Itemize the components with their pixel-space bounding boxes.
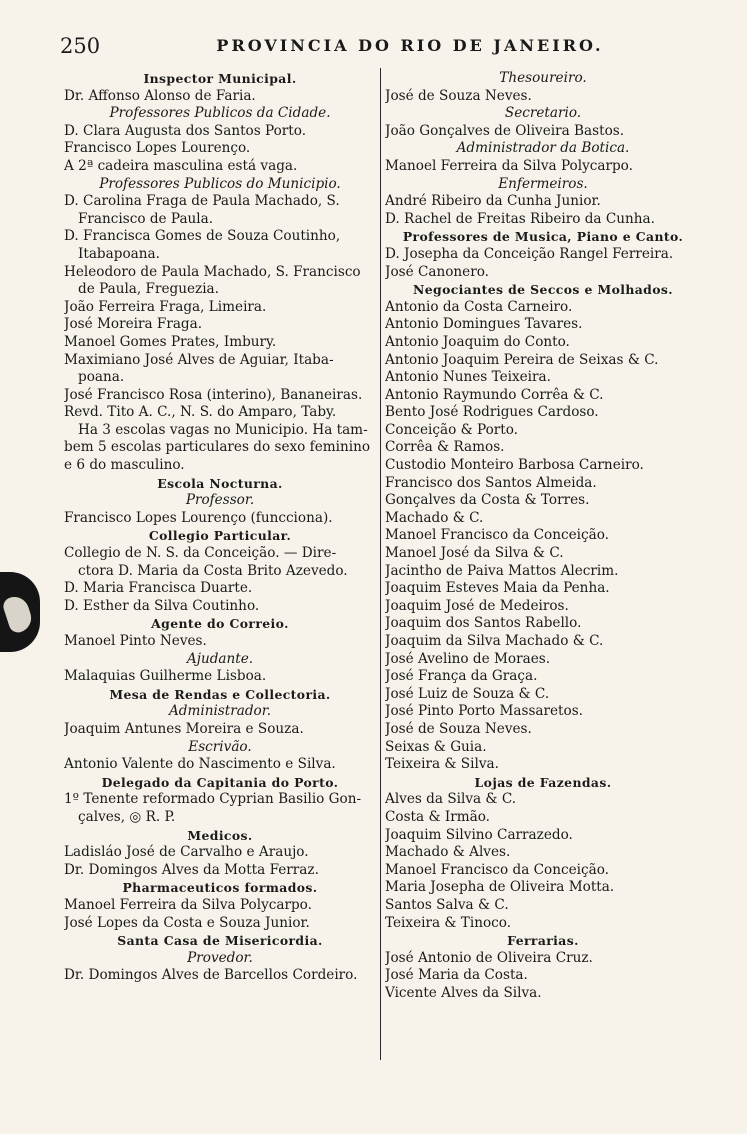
directory-entry: Manoel Ferreira da Silva Polycarpo. [385, 157, 633, 174]
left-column [64, 70, 376, 1070]
directory-entry: Bento José Rodrigues Cardoso. [385, 404, 599, 421]
directory-entry: Machado & C. [385, 509, 484, 526]
directory-entry: Joaquim Antunes Moreira e Souza. [64, 720, 304, 737]
directory-entry: José França da Graça. [385, 668, 538, 685]
directory-entry: D. Maria Francisca Duarte. [64, 580, 253, 597]
directory-entry: José de Souza Neves. [385, 87, 532, 104]
section-subheading: Professores Publicos da Cidade. [109, 105, 331, 122]
directory-entry: Seixas & Guia. [385, 738, 487, 755]
directory-entry: José Pinto Porto Massaretos. [385, 703, 584, 720]
section-heading: Ferrarias. [507, 933, 579, 949]
section-heading: Collegio Particular. [148, 528, 292, 544]
directory-entry: André Ribeiro da Cunha Junior. [385, 193, 601, 210]
directory-entry: A 2ª cadeira masculina está vaga. [64, 157, 298, 174]
section-heading: Negociantes de Seccos e Molhados. [413, 282, 673, 298]
directory-entry: Revd. Tito A. C., N. S. do Amparo, Taby. [64, 404, 337, 421]
directory-entry: João Ferreira Fraga, Limeira. [64, 298, 267, 315]
directory-entry: Heleodoro de Paula Machado, S. Francisco [64, 263, 361, 280]
section-subheading: Ajudante. [186, 650, 254, 667]
section-subheading: Provedor. [187, 949, 253, 966]
directory-entry: José Moreira Fraga. [64, 316, 203, 333]
directory-entry: Antonio Joaquim Pereira de Seixas & C. [385, 351, 659, 368]
section-heading: Lojas de Fazendas. [474, 774, 612, 790]
directory-entry: Corrêa & Ramos. [385, 439, 505, 456]
directory-entry: Manoel Pinto Neves. [64, 633, 207, 649]
section-heading: Delegado da Capitania do Porto. [101, 774, 339, 790]
directory-entry: Ladisláo José de Carvalho e Araujo. [64, 844, 309, 861]
directory-entry: Francisco Lopes Lourenço (funcciona). [64, 509, 333, 526]
directory-entry: Joaquim da Silva Machado & C. [385, 633, 604, 649]
directory-entry: Collegio de N. S. da Conceição. — Dire- [64, 545, 337, 562]
entry-continuation: çalves, ◎ R. P. [78, 808, 176, 825]
directory-entry: Santos Salva & C. [385, 896, 509, 913]
section-subheading: Professor. [185, 492, 255, 509]
directory-entry: Custodio Monteiro Barbosa Carneiro. [385, 457, 644, 474]
section-subheading: Professores Publicos do Municipio. [99, 175, 341, 192]
directory-entry: Manoel Gomes Prates, Imbury. [64, 333, 277, 350]
entry-continuation: Francisco de Paula. [78, 210, 214, 227]
directory-entry: Joaquim dos Santos Rabello. [385, 615, 582, 632]
directory-entry: José Antonio de Oliveira Cruz. [385, 949, 593, 966]
directory-entry: José Maria da Costa. [385, 967, 528, 984]
section-heading: Escola Nocturna. [157, 475, 283, 491]
directory-entry: Antonio Raymundo Corrêa & C. [385, 386, 604, 403]
directory-entry: Manoel Francisco da Conceição. [385, 527, 609, 544]
directory-entry: José Avelino de Moraes. [385, 650, 551, 667]
directory-entry: Francisco Lopes Lourenço. [64, 140, 251, 157]
section-subheading: Administrador da Botica. [456, 140, 630, 157]
directory-entry: D. Francisca Gomes de Souza Coutinho, [64, 228, 341, 245]
section-heading: Santa Casa de Misericordia. [117, 933, 323, 949]
directory-entry: Gonçalves da Costa & Torres. [385, 492, 590, 509]
page-header [0, 30, 747, 62]
section-heading: Medicos. [187, 827, 253, 843]
directory-entry: Dr. Affonso Alonso de Faria. [64, 87, 256, 104]
directory-entry: Joaquim José de Medeiros. [385, 597, 569, 614]
directory-entry: Conceição & Porto. [385, 421, 518, 438]
directory-entry: Vicente Alves da Silva. [385, 984, 542, 1001]
entry-continuation: ctora D. Maria da Costa Brito Azevedo. [78, 562, 348, 579]
section-heading: Agente do Correio. [151, 616, 289, 632]
right-column [385, 70, 701, 1070]
directory-entry: José Francisco Rosa (interino), Bananeiras. [64, 386, 363, 403]
section-heading: Inspector Municipal. [143, 71, 297, 86]
section-subheading: Enfermeiros. [498, 175, 588, 192]
column-divider [380, 68, 381, 1060]
directory-entry: Costa & Irmão. [385, 808, 490, 825]
directory-entry: Antonio Valente do Nascimento e Silva. [64, 756, 336, 773]
directory-entry: João Gonçalves de Oliveira Bastos. [385, 122, 625, 139]
directory-entry: D. Carolina Fraga de Paula Machado, S. [64, 193, 340, 210]
directory-entry: Joaquim Silvino Carrazedo. [385, 826, 573, 843]
directory-entry: Alves da Silva & C. [385, 791, 517, 808]
note-line: Ha 3 escolas vagas no Municipio. Ha tam- [78, 421, 368, 438]
directory-entry: Antonio Nunes Teixeira. [385, 369, 551, 386]
directory-entry: Manoel Francisco da Conceição. [385, 861, 609, 878]
directory-entry: José Lopes da Costa e Souza Junior. [64, 914, 310, 931]
directory-entry: Francisco dos Santos Almeida. [385, 474, 597, 491]
directory-entry: 1º Tenente reformado Cyprian Basilio Gon- [64, 791, 362, 808]
directory-entry: Teixeira & Tinoco. [385, 914, 512, 931]
section-subheading: Administrador. [168, 703, 272, 720]
directory-entry: D. Esther da Silva Coutinho. [64, 597, 260, 614]
directory-entry: D. Josepha da Conceição Rangel Ferreira. [385, 245, 674, 262]
section-heading: Professores de Musica, Piano e Canto. [402, 229, 684, 245]
directory-entry: Antonio da Costa Carneiro. [385, 298, 573, 315]
directory-entry: Malaquias Guilherme Lisboa. [64, 668, 267, 685]
running-title: PROVINCIA DO RIO DE JANEIRO. [216, 36, 604, 55]
directory-entry: e 6 do masculino. [64, 457, 185, 474]
directory-entry: D. Rachel de Freitas Ribeiro da Cunha. [385, 210, 655, 227]
directory-entry: Maria Josepha de Oliveira Motta. [385, 879, 615, 896]
directory-entry: José Canonero. [385, 263, 489, 280]
directory-entry: D. Clara Augusta dos Santos Porto. [64, 122, 307, 139]
section-subheading: Thesoureiro. [499, 70, 587, 86]
directory-entry: Antonio Joaquim do Conto. [385, 333, 570, 350]
directory-entry: Dr. Domingos Alves de Barcellos Cordeiro. [64, 967, 358, 984]
section-subheading: Secretario. [504, 105, 582, 122]
section-subheading: Escrivão. [188, 738, 252, 755]
page-number: 250 [60, 34, 101, 58]
section-heading: Pharmaceuticos formados. [122, 880, 318, 896]
directory-entry: bem 5 escolas particulares do sexo feminino [64, 439, 371, 456]
section-heading: Mesa de Rendas e Collectoria. [109, 686, 331, 702]
entry-continuation: poana. [78, 369, 125, 386]
directory-entry: Dr. Domingos Alves da Motta Ferraz. [64, 861, 319, 878]
directory-entry: Joaquim Esteves Maia da Penha. [385, 580, 610, 597]
entry-continuation: Itabapoana. [78, 245, 160, 262]
directory-entry: Maximiano José Alves de Aguiar, Itaba- [64, 351, 334, 368]
directory-entry: Jacintho de Paiva Mattos Alecrim. [385, 562, 619, 579]
directory-entry: Antonio Domingues Tavares. [385, 316, 583, 333]
directory-entry: Manoel Ferreira da Silva Polycarpo. [64, 896, 312, 913]
directory-entry: Machado & Alves. [385, 844, 511, 861]
directory-entry: José de Souza Neves. [385, 720, 532, 737]
directory-entry: Manoel José da Silva & C. [385, 545, 564, 562]
directory-entry: Teixeira & Silva. [385, 756, 499, 773]
directory-entry: José Luiz de Souza & C. [385, 685, 550, 702]
entry-continuation: de Paula, Freguezia. [78, 281, 219, 298]
